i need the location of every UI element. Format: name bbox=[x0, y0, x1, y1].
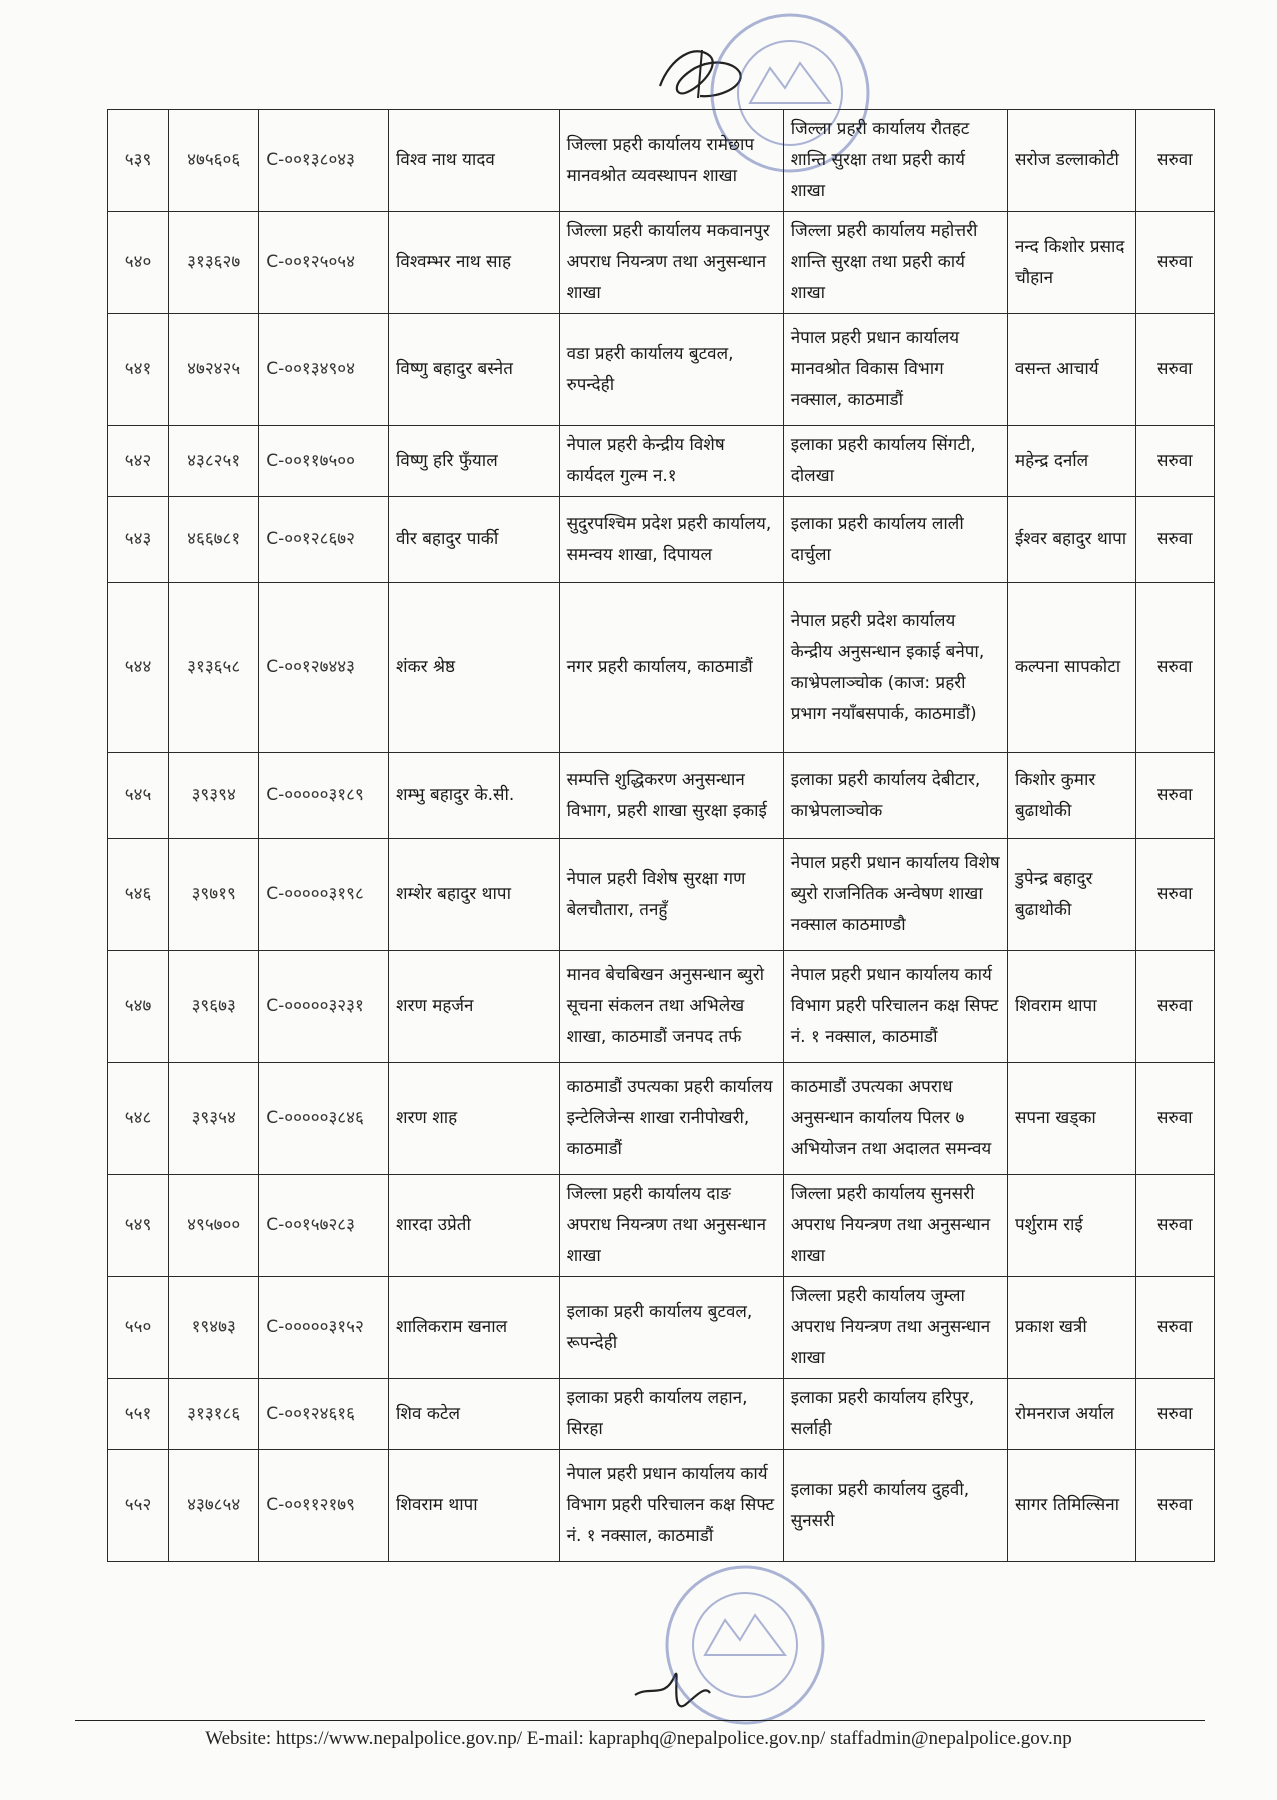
serial-cell: ५४१ bbox=[108, 314, 169, 426]
name-cell: शारदा उप्रेती bbox=[389, 1175, 560, 1277]
name-cell: शरण महर्जन bbox=[389, 951, 560, 1063]
code-cell: C-०००००३१८९ bbox=[259, 753, 389, 839]
name-cell: शम्भु बहादुर के.सी. bbox=[389, 753, 560, 839]
name-cell: विश्वम्भर नाथ साह bbox=[389, 212, 560, 314]
to-office-cell: इलाका प्रहरी कार्यालय हरिपुर, सर्लाही bbox=[783, 1379, 1007, 1450]
from-office-cell: नेपाल प्रहरी केन्द्रीय विशेष कार्यदल गुल्म न.१ bbox=[559, 426, 783, 497]
from-office-cell: सुदुरपश्चिम प्रदेश प्रहरी कार्यालय, समन्वय शाखा, दिपायल bbox=[559, 497, 783, 583]
transfer-type-cell: सरुवा bbox=[1135, 1277, 1214, 1379]
to-office-cell: जिल्ला प्रहरी कार्यालय जुम्ला अपराध नियन्त्रण तथा अनुसन्धान शाखा bbox=[783, 1277, 1007, 1379]
table-row bbox=[108, 426, 1215, 497]
serial-cell: ५४५ bbox=[108, 753, 169, 839]
replacement-cell: ईश्वर बहादुर थापा bbox=[1007, 497, 1135, 583]
table-row bbox=[108, 314, 1215, 426]
from-office-cell: वडा प्रहरी कार्यालय बुटवल, रुपन्देही bbox=[559, 314, 783, 426]
employee-id-cell: ३९७१९ bbox=[169, 839, 259, 951]
replacement-cell: पर्शुराम राई bbox=[1007, 1175, 1135, 1277]
serial-cell: ५३९ bbox=[108, 110, 169, 212]
replacement-cell: शिवराम थापा bbox=[1007, 951, 1135, 1063]
code-cell: C-००१५७२८३ bbox=[259, 1175, 389, 1277]
name-cell: शिव कटेल bbox=[389, 1379, 560, 1450]
from-office-cell: नेपाल प्रहरी विशेष सुरक्षा गण बेलचौतारा, तनहुँ bbox=[559, 839, 783, 951]
employee-id-cell: ३९३५४ bbox=[169, 1063, 259, 1175]
table-row bbox=[108, 839, 1215, 951]
from-office-cell: जिल्ला प्रहरी कार्यालय मकवानपुर अपराध नियन्त्रण तथा अनुसन्धान शाखा bbox=[559, 212, 783, 314]
employee-id-cell: ३१३६५८ bbox=[169, 583, 259, 753]
serial-cell: ५४८ bbox=[108, 1063, 169, 1175]
employee-id-cell: ४७५६०६ bbox=[169, 110, 259, 212]
serial-cell: ५५१ bbox=[108, 1379, 169, 1450]
replacement-cell: नन्द किशोर प्रसाद चौहान bbox=[1007, 212, 1135, 314]
to-office-cell: इलाका प्रहरी कार्यालय लाली दार्चुला bbox=[783, 497, 1007, 583]
name-cell: विश्व नाथ यादव bbox=[389, 110, 560, 212]
table-row bbox=[108, 1379, 1215, 1450]
replacement-cell: किशोर कुमार बुढाथोकी bbox=[1007, 753, 1135, 839]
code-cell: C-००११७५०० bbox=[259, 426, 389, 497]
table-row bbox=[108, 951, 1215, 1063]
employee-id-cell: ४३८२५१ bbox=[169, 426, 259, 497]
to-office-cell: इलाका प्रहरी कार्यालय सिंगटी, दोलखा bbox=[783, 426, 1007, 497]
code-cell: C-००१३४९०४ bbox=[259, 314, 389, 426]
name-cell: वीर बहादुर पार्की bbox=[389, 497, 560, 583]
serial-cell: ५४७ bbox=[108, 951, 169, 1063]
replacement-cell: सागर तिमिल्सिना bbox=[1007, 1450, 1135, 1562]
table-row bbox=[108, 1063, 1215, 1175]
transfer-type-cell: सरुवा bbox=[1135, 426, 1214, 497]
from-office-cell: इलाका प्रहरी कार्यालय लहान, सिरहा bbox=[559, 1379, 783, 1450]
footer-divider bbox=[75, 1720, 1205, 1721]
transfer-table bbox=[107, 109, 1215, 1562]
to-office-cell: इलाका प्रहरी कार्यालय देबीटार, काभ्रेपलाञ्चोक bbox=[783, 753, 1007, 839]
employee-id-cell: ३१३१८६ bbox=[169, 1379, 259, 1450]
to-office-cell: नेपाल प्रहरी प्रधान कार्यालय मानवश्रोत विकास विभाग नक्साल, काठमाडौं bbox=[783, 314, 1007, 426]
code-cell: C-००१३८०४३ bbox=[259, 110, 389, 212]
transfer-type-cell: सरुवा bbox=[1135, 951, 1214, 1063]
official-seal-bottom bbox=[660, 1560, 830, 1730]
from-office-cell: नगर प्रहरी कार्यालय, काठमाडौं bbox=[559, 583, 783, 753]
code-cell: C-००१२५०५४ bbox=[259, 212, 389, 314]
to-office-cell: नेपाल प्रहरी प्रधान कार्यालय विशेष ब्युरो राजनितिक अन्वेषण शाखा नक्साल काठमाण्डौ bbox=[783, 839, 1007, 951]
table-row bbox=[108, 753, 1215, 839]
code-cell: C-०००००३८४६ bbox=[259, 1063, 389, 1175]
serial-cell: ५४० bbox=[108, 212, 169, 314]
from-office-cell: इलाका प्रहरी कार्यालय बुटवल, रूपन्देही bbox=[559, 1277, 783, 1379]
table-row bbox=[108, 1175, 1215, 1277]
employee-id-cell: ४७२४२५ bbox=[169, 314, 259, 426]
serial-cell: ५४४ bbox=[108, 583, 169, 753]
transfer-type-cell: सरुवा bbox=[1135, 753, 1214, 839]
transfer-type-cell: सरुवा bbox=[1135, 1063, 1214, 1175]
table-row bbox=[108, 583, 1215, 753]
transfer-type-cell: सरुवा bbox=[1135, 212, 1214, 314]
code-cell: C-०००००३२३१ bbox=[259, 951, 389, 1063]
to-office-cell: इलाका प्रहरी कार्यालय दुहवी, सुनसरी bbox=[783, 1450, 1007, 1562]
employee-id-cell: ४९५७०० bbox=[169, 1175, 259, 1277]
employee-id-cell: ३९६७३ bbox=[169, 951, 259, 1063]
replacement-cell: महेन्द्र दर्नाल bbox=[1007, 426, 1135, 497]
table-row bbox=[108, 1450, 1215, 1562]
name-cell: शिवराम थापा bbox=[389, 1450, 560, 1562]
employee-id-cell: ३९३९४ bbox=[169, 753, 259, 839]
serial-cell: ५४६ bbox=[108, 839, 169, 951]
employee-id-cell: ४६६७८१ bbox=[169, 497, 259, 583]
transfer-type-cell: सरुवा bbox=[1135, 1379, 1214, 1450]
name-cell: शरण शाह bbox=[389, 1063, 560, 1175]
employee-id-cell: १९४७३ bbox=[169, 1277, 259, 1379]
to-office-cell: नेपाल प्रहरी प्रदेश कार्यालय केन्द्रीय अनुसन्धान इकाई बनेपा, काभ्रेपलाञ्चोक (काज: प्रहरी प्रभाग नयाँबसपार्क, काठमाडौं) bbox=[783, 583, 1007, 753]
replacement-cell: सपना खड्का bbox=[1007, 1063, 1135, 1175]
name-cell: शालिकराम खनाल bbox=[389, 1277, 560, 1379]
replacement-cell: वसन्त आचार्य bbox=[1007, 314, 1135, 426]
transfer-type-cell: सरुवा bbox=[1135, 314, 1214, 426]
serial-cell: ५४२ bbox=[108, 426, 169, 497]
transfer-type-cell: सरुवा bbox=[1135, 1450, 1214, 1562]
table-row bbox=[108, 1277, 1215, 1379]
code-cell: C-००१२७४४३ bbox=[259, 583, 389, 753]
transfer-type-cell: सरुवा bbox=[1135, 839, 1214, 951]
employee-id-cell: ३१३६२७ bbox=[169, 212, 259, 314]
from-office-cell: सम्पत्ति शुद्धिकरण अनुसन्धान विभाग, प्रहरी शाखा सुरक्षा इकाई bbox=[559, 753, 783, 839]
to-office-cell: जिल्ला प्रहरी कार्यालय सुनसरी अपराध नियन्त्रण तथा अनुसन्धान शाखा bbox=[783, 1175, 1007, 1277]
replacement-cell: डुपेन्द्र बहादुर बुढाथोकी bbox=[1007, 839, 1135, 951]
code-cell: C-०००००३१५२ bbox=[259, 1277, 389, 1379]
code-cell: C-००१२४६१६ bbox=[259, 1379, 389, 1450]
table-row bbox=[108, 497, 1215, 583]
footer-contact: Website: https://www.nepalpolice.gov.np/ E-mail: kapraphq@nepalpolice.gov.np/ staffadmin@nepalpolice.gov.np bbox=[205, 1728, 1072, 1749]
replacement-cell: सरोज डल्लाकोटी bbox=[1007, 110, 1135, 212]
employee-id-cell: ४३७८५४ bbox=[169, 1450, 259, 1562]
transfer-type-cell: सरुवा bbox=[1135, 583, 1214, 753]
transfer-type-cell: सरुवा bbox=[1135, 1175, 1214, 1277]
code-cell: C-०००००३१९८ bbox=[259, 839, 389, 951]
transfer-type-cell: सरुवा bbox=[1135, 497, 1214, 583]
table-row bbox=[108, 212, 1215, 314]
replacement-cell: प्रकाश खत्री bbox=[1007, 1277, 1135, 1379]
name-cell: शम्शेर बहादुर थापा bbox=[389, 839, 560, 951]
to-office-cell: काठमाडौं उपत्यका अपराध अनुसन्धान कार्यालय पिलर ७ अभियोजन तथा अदालत समन्वय bbox=[783, 1063, 1007, 1175]
code-cell: C-००११२१७९ bbox=[259, 1450, 389, 1562]
from-office-cell: काठमाडौं उपत्यका प्रहरी कार्यालय इन्टेलिजेन्स शाखा रानीपोखरी, काठमाडौं bbox=[559, 1063, 783, 1175]
from-office-cell: नेपाल प्रहरी प्रधान कार्यालय कार्य विभाग प्रहरी परिचालन कक्ष सिफ्ट नं. १ नक्साल, काठमाडौं bbox=[559, 1450, 783, 1562]
from-office-cell: जिल्ला प्रहरी कार्यालय रामेछाप मानवश्रोत व्यवस्थापन शाखा bbox=[559, 110, 783, 212]
to-office-cell: नेपाल प्रहरी प्रधान कार्यालय कार्य विभाग प्रहरी परिचालन कक्ष सिफ्ट नं. १ नक्साल, काठमाडौं bbox=[783, 951, 1007, 1063]
from-office-cell: मानव बेचबिखन अनुसन्धान ब्युरो सूचना संकलन तथा अभिलेख शाखा, काठमाडौं जनपद तर्फ bbox=[559, 951, 783, 1063]
serial-cell: ५५० bbox=[108, 1277, 169, 1379]
name-cell: विष्णु बहादुर बस्नेत bbox=[389, 314, 560, 426]
serial-cell: ५४९ bbox=[108, 1175, 169, 1277]
to-office-cell: जिल्ला प्रहरी कार्यालय महोत्तरी शान्ति सुरक्षा तथा प्रहरी कार्य शाखा bbox=[783, 212, 1007, 314]
transfer-type-cell: सरुवा bbox=[1135, 110, 1214, 212]
replacement-cell: रोमनराज अर्याल bbox=[1007, 1379, 1135, 1450]
replacement-cell: कल्पना सापकोटा bbox=[1007, 583, 1135, 753]
from-office-cell: जिल्ला प्रहरी कार्यालय दाङ अपराध नियन्त्रण तथा अनुसन्धान शाखा bbox=[559, 1175, 783, 1277]
serial-cell: ५४३ bbox=[108, 497, 169, 583]
table-row bbox=[108, 110, 1215, 212]
to-office-cell: जिल्ला प्रहरी कार्यालय रौतहट शान्ति सुरक्षा तथा प्रहरी कार्य शाखा bbox=[783, 110, 1007, 212]
serial-cell: ५५२ bbox=[108, 1450, 169, 1562]
code-cell: C-००१२८६७२ bbox=[259, 497, 389, 583]
name-cell: विष्णु हरि फुँयाल bbox=[389, 426, 560, 497]
name-cell: शंकर श्रेष्ठ bbox=[389, 583, 560, 753]
